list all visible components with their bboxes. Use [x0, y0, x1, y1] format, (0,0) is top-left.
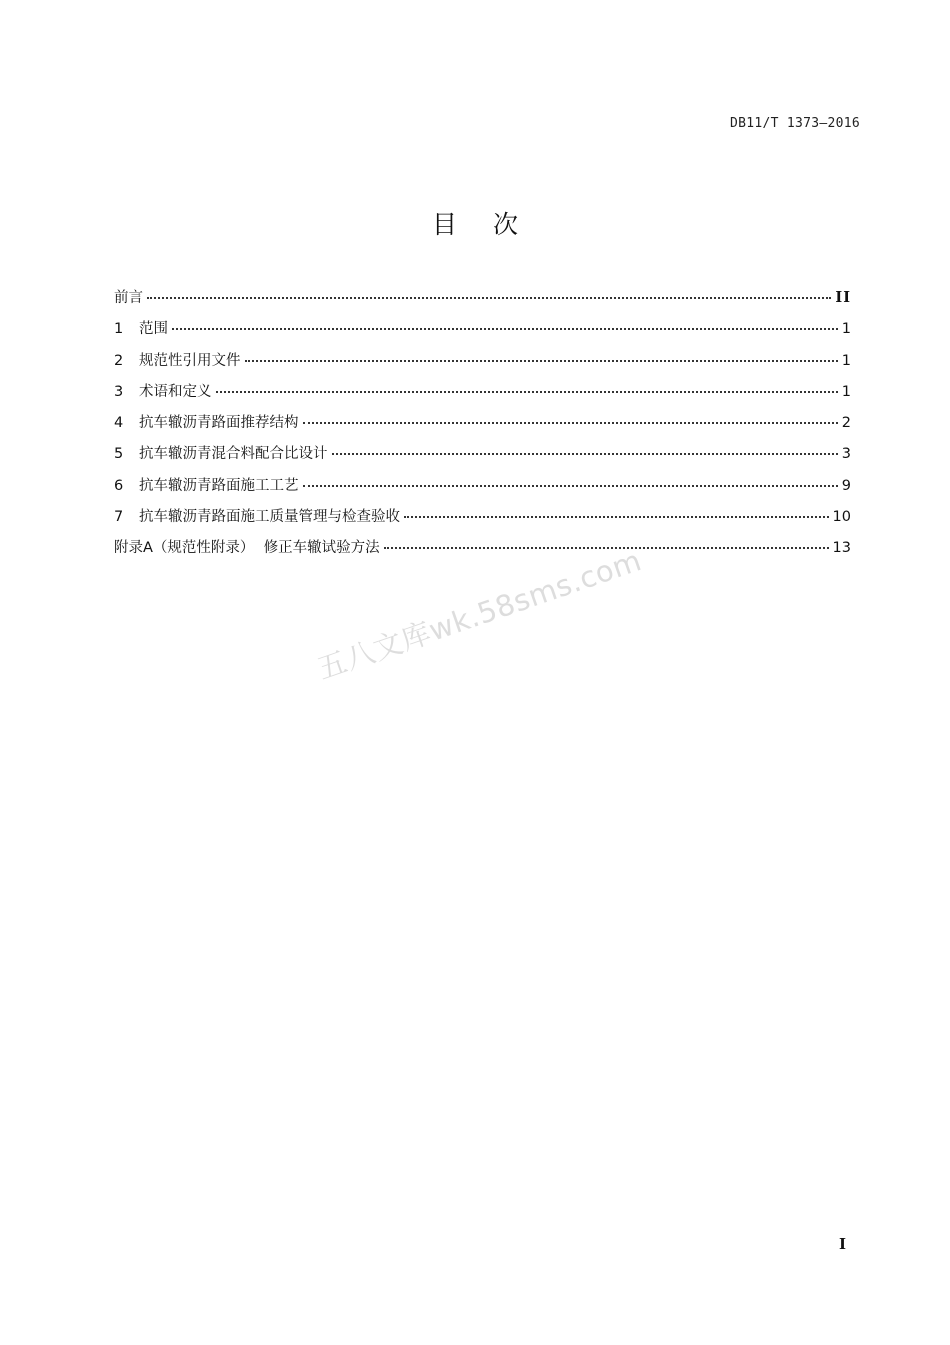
toc-entry-7[interactable] [114, 505, 851, 536]
toc-dot-leader [303, 422, 838, 424]
toc-entry-label: 抗车辙沥青路面施工工艺 [139, 477, 299, 494]
toc-entry-page: 2 [841, 415, 851, 432]
toc-dot-leader [303, 485, 838, 487]
toc-entry-number: 1 [114, 321, 124, 338]
toc-entry-3[interactable] [114, 380, 851, 411]
document-code: DB11/T 1373—2016 [729, 116, 860, 131]
toc-entry-2[interactable] [114, 349, 851, 380]
table-of-contents [114, 286, 851, 568]
toc-entry-appendix-a[interactable] [114, 536, 851, 567]
toc-entry-number: 5 [114, 446, 124, 463]
toc-entry-foreword[interactable] [114, 286, 851, 317]
toc-entry-label: 前言 [114, 290, 143, 306]
toc-entry-number: 2 [114, 352, 124, 369]
toc-entry-label: 范围 [139, 321, 168, 338]
toc-entry-1[interactable] [114, 317, 851, 348]
toc-entry-number: 6 [114, 477, 124, 494]
toc-entry-page: 1 [841, 321, 851, 338]
toc-title: 目次 [431, 210, 554, 239]
toc-entry-6[interactable] [114, 474, 851, 505]
toc-entry-page: 1 [841, 352, 851, 369]
toc-entry-page: 10 [832, 509, 851, 526]
toc-entry-label: 术语和定义 [139, 383, 212, 400]
toc-entry-label: 规范性引用文件 [139, 352, 241, 369]
toc-entry-label: 抗车辙沥青路面推荐结构 [139, 415, 299, 432]
toc-entry-4[interactable] [114, 411, 851, 442]
page-number: I [838, 1235, 846, 1253]
toc-entry-number: 7 [114, 509, 124, 526]
toc-dot-leader [172, 328, 838, 330]
toc-dot-leader [216, 391, 838, 393]
toc-dot-leader [404, 516, 829, 518]
toc-dot-leader [332, 453, 838, 455]
toc-entry-page: II [835, 289, 851, 306]
toc-entry-page: 13 [832, 540, 851, 557]
toc-entry-page: 9 [841, 477, 851, 494]
toc-entry-label: 抗车辙沥青路面施工质量管理与检查验收 [139, 509, 400, 526]
toc-dot-leader [147, 297, 831, 299]
toc-entry-label: 抗车辙沥青混合料配合比设计 [139, 446, 328, 463]
toc-entry-page: 1 [841, 383, 851, 400]
toc-dot-leader [245, 360, 838, 362]
toc-entry-page: 3 [841, 446, 851, 463]
toc-entry-number: 4 [114, 415, 124, 432]
watermark: 五八文库wk.58sms.com [312, 543, 646, 686]
toc-entry-5[interactable] [114, 442, 851, 473]
toc-entry-label: 附录A（规范性附录） 修正车辙试验方法 [114, 540, 380, 557]
toc-entry-number: 3 [114, 383, 124, 400]
